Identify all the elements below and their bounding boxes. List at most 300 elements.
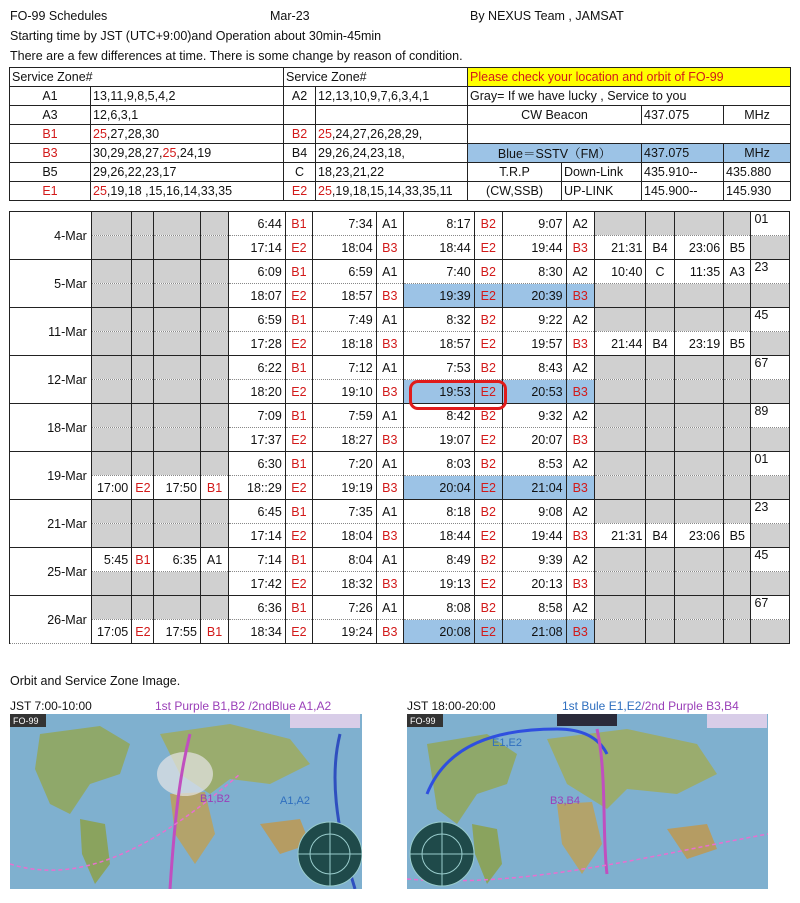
time-cell: 20:04 [403,476,474,500]
time-cell: 9:22 [502,308,566,332]
zone-cell [646,212,674,236]
schedule-date: 25-Mar [10,548,92,596]
zone-cell: B3 [566,284,594,308]
zone-cell: B1 [285,212,312,236]
zone-cell: B3 [566,572,594,596]
zone-cell: E2 [285,620,312,644]
zone-cell: E2 [474,476,502,500]
zone-cell [200,596,228,620]
zone-cell [724,548,751,572]
zone-cell [724,620,751,644]
time-cell: 7:14 [229,548,286,572]
zone-id: E1 [10,182,91,201]
zone-list: 29,26,24,23,18, [316,144,468,163]
zone-cell: B3 [376,572,403,596]
zone-cell: A2 [566,548,594,572]
zone-cell: A2 [566,356,594,380]
sstv-freq: 437.075 [642,144,724,163]
zone-cell: B4 [646,524,674,548]
time-cell [594,596,646,620]
cw-beacon-label: CW Beacon [468,106,642,125]
time-cell [91,236,131,260]
sstv-label: Blue＝SSTV（FM） [468,144,642,163]
time-cell [154,452,200,476]
downlink-label: Down-Link [562,163,642,182]
zone-cell: A1 [376,452,403,476]
zone-cell: A1 [376,260,403,284]
zone-cell: E2 [285,476,312,500]
zone-cell [200,260,228,284]
time-cell [91,332,131,356]
zone-cell [200,284,228,308]
time-cell [674,212,724,236]
zone-cell [200,380,228,404]
zone-cell: E2 [474,332,502,356]
schedule-row [10,380,790,404]
downlink-start: 435.910-- [642,163,724,182]
time-cell: 8:42 [403,404,474,428]
note-cell: 67 [751,356,790,380]
time-cell [154,596,200,620]
zone-cell: B2 [474,260,502,284]
zone-cell: B5 [724,332,751,356]
time-cell: 20:53 [502,380,566,404]
time-cell [154,332,200,356]
zone-cell [646,572,674,596]
schedule-row [10,596,790,620]
note-cell: 01 [751,212,790,236]
note-cell: 01 [751,452,790,476]
zone-cell: E2 [474,620,502,644]
schedule-team: By NEXUS Team , JAMSAT [470,9,624,23]
time-cell: 20:39 [502,284,566,308]
mode-label: (CW,SSB) [468,182,562,201]
zone-cell: B5 [724,524,751,548]
zone-list: 25,24,27,26,28,29, [316,125,468,144]
schedule-row [10,308,790,332]
time-cell [91,404,131,428]
cw-beacon-freq: 437.075 [642,106,724,125]
time-cell: 21:08 [502,620,566,644]
time-cell: 20:07 [502,428,566,452]
time-cell [91,284,131,308]
zone-cell: B4 [646,236,674,260]
time-cell: 17:28 [229,332,286,356]
zone-list-empty [316,106,468,125]
time-cell: 8:03 [403,452,474,476]
time-cell: 17:42 [229,572,286,596]
time-cell: 8:17 [403,212,474,236]
zone-cell: B1 [285,548,312,572]
schedule-date: 26-Mar [10,596,92,644]
note-cell: 23 [751,500,790,524]
zone-id: B1 [10,125,91,144]
zone-cell: A1 [376,356,403,380]
schedule-row [10,332,790,356]
note-cell [751,236,790,260]
time-cell: 21:31 [594,524,646,548]
time-cell: 17:14 [229,524,286,548]
zone-cell: E2 [285,428,312,452]
time-cell [91,524,131,548]
zone-cell [200,452,228,476]
zone-cell: E2 [132,476,154,500]
zone-cell [132,572,154,596]
zone-label-purple: B3,B4 [550,795,580,807]
time-cell [91,356,131,380]
orbit-map-evening [407,699,768,889]
zone-id: E2 [284,182,316,201]
zone-list: 30,29,28,27,25,24,19 [91,144,284,163]
zone-cell: B1 [285,500,312,524]
time-cell: 8:30 [502,260,566,284]
zone-cell: A1 [376,596,403,620]
time-cell: 17:50 [154,476,200,500]
time-cell: 19:07 [403,428,474,452]
time-cell: 8:49 [403,548,474,572]
zone-cell: B3 [566,428,594,452]
time-cell [154,236,200,260]
time-cell [91,212,131,236]
schedule-row [10,404,790,428]
time-cell [674,356,724,380]
time-cell [154,428,200,452]
zone-cell: B1 [285,260,312,284]
time-cell: 9:39 [502,548,566,572]
time-cell [154,524,200,548]
zone-cell [724,308,751,332]
world-map [10,714,362,889]
zone-cell [200,332,228,356]
zone-cell: B1 [285,596,312,620]
time-cell [594,476,646,500]
time-cell: 7:09 [229,404,286,428]
time-cell: 23:06 [674,236,724,260]
zone-cell: C [646,260,674,284]
uplink-end: 145.930 [724,182,791,201]
time-cell: 18:32 [313,572,377,596]
time-cell: 19:39 [403,284,474,308]
time-cell: 18:44 [403,236,474,260]
zone-cell: E2 [285,524,312,548]
time-cell: 20:08 [403,620,474,644]
zone-cell: E2 [474,236,502,260]
time-cell [674,572,724,596]
zone-cell: A1 [376,212,403,236]
zone-row [10,106,791,125]
time-cell: 18::29 [229,476,286,500]
time-cell: 8:58 [502,596,566,620]
time-cell [674,620,724,644]
zone-row [10,182,791,201]
zone-cell [646,380,674,404]
schedule-row [10,548,790,572]
zone-cell: A2 [566,404,594,428]
zone-cell [200,428,228,452]
zone-cell: E2 [132,620,154,644]
zone-cell: A2 [566,452,594,476]
time-cell [594,428,646,452]
location-notice: Please check your location and orbit of FO-99 [468,68,791,87]
zone-cell: B3 [566,236,594,260]
time-cell: 9:08 [502,500,566,524]
time-cell: 20:13 [502,572,566,596]
note-cell [751,524,790,548]
time-cell: 21:44 [594,332,646,356]
time-cell: 18:04 [313,236,377,260]
zone-cell: E2 [285,236,312,260]
zone-cell [724,404,751,428]
time-cell: 5:45 [91,548,131,572]
header-line-1 [10,6,790,26]
zone-cell: A1 [376,308,403,332]
zone-cell: B2 [474,404,502,428]
zone-cell: B2 [474,212,502,236]
time-cell: 6:59 [313,260,377,284]
uplink-label: UP-LINK [562,182,642,201]
time-cell: 8:43 [502,356,566,380]
zone-cell [132,524,154,548]
zone-cell: B3 [376,524,403,548]
time-cell: 7:59 [313,404,377,428]
time-cell: 19:57 [502,332,566,356]
zone-cell: E2 [474,428,502,452]
zone-label-purple: B1,B2 [200,793,230,805]
time-cell: 8:32 [403,308,474,332]
time-cell: 17:14 [229,236,286,260]
zone-cell: B1 [285,356,312,380]
time-cell [594,212,646,236]
zone-cell [200,308,228,332]
zone-cell [200,236,228,260]
zone-list: 25,19,18,15,14,33,35,11 [316,182,468,201]
zone-header-mid: Service Zone# [284,68,468,87]
zone-cell [646,476,674,500]
time-cell: 8:53 [502,452,566,476]
zone-cell [200,404,228,428]
time-cell: 7:20 [313,452,377,476]
time-cell: 19:44 [502,524,566,548]
time-cell [594,284,646,308]
time-cell: 7:34 [313,212,377,236]
zone-cell [646,500,674,524]
zone-row [10,144,791,163]
time-cell [594,572,646,596]
daily-schedule-table [9,211,790,644]
schedule-title: FO-99 Schedules [10,9,108,23]
time-cell [674,596,724,620]
time-cell [154,356,200,380]
time-cell [91,500,131,524]
zone-cell [724,356,751,380]
time-cell [91,572,131,596]
zone-cell: A1 [200,548,228,572]
zone-cell: A2 [566,596,594,620]
note-cell [751,284,790,308]
time-cell: 8:18 [403,500,474,524]
time-cell [91,260,131,284]
zone-cell: B3 [566,476,594,500]
zone-cell [132,284,154,308]
time-cell [674,404,724,428]
time-cell: 17:55 [154,620,200,644]
zone-cell: E2 [285,572,312,596]
time-cell [154,308,200,332]
note-cell [751,380,790,404]
time-cell: 11:35 [674,260,724,284]
zone-cell: E2 [285,380,312,404]
zone-cell [646,404,674,428]
map-tag: FO-99 [13,716,39,726]
zone-cell: B3 [566,620,594,644]
zone-cell [132,380,154,404]
note-cell [751,476,790,500]
time-cell: 8:04 [313,548,377,572]
zone-cell [724,572,751,596]
note-cell: 67 [751,596,790,620]
map-time-label: JST 7:00-10:00 [10,699,92,713]
time-cell: 10:40 [594,260,646,284]
zone-cell: B2 [474,308,502,332]
zone-table [9,67,791,201]
world-map [407,714,768,889]
time-cell: 19:24 [313,620,377,644]
zone-cell: B3 [376,620,403,644]
highlight-circle [409,380,507,410]
schedule-row [10,212,790,236]
time-cell [594,500,646,524]
note-cell: 45 [751,548,790,572]
zone-cell [724,500,751,524]
time-cell [154,212,200,236]
sstv-unit: MHz [724,144,791,163]
time-cell [674,428,724,452]
zone-cell: B1 [200,620,228,644]
schedule-row [10,452,790,476]
zone-id: B2 [284,125,316,144]
time-cell: 17:37 [229,428,286,452]
zone-cell [132,308,154,332]
zone-cell: B2 [474,356,502,380]
schedule-row [10,476,790,500]
time-cell: 7:49 [313,308,377,332]
schedule-date: 12-Mar [10,356,92,404]
zone-header-left: Service Zone# [10,68,284,87]
downlink-end: 435.880 [724,163,791,182]
schedule-row [10,260,790,284]
zone-list: 18,23,21,22 [316,163,468,182]
time-cell: 17:00 [91,476,131,500]
time-cell: 8:08 [403,596,474,620]
zone-id-empty [284,106,316,125]
zone-cell: A2 [566,260,594,284]
zone-cell [132,404,154,428]
zone-row [10,163,791,182]
zone-cell: B3 [566,332,594,356]
zone-cell: B1 [285,452,312,476]
zone-id: B4 [284,144,316,163]
time-cell [91,380,131,404]
zone-cell: A3 [724,260,751,284]
time-cell: 17:05 [91,620,131,644]
zone-cell: E2 [285,332,312,356]
schedule-date: 5-Mar [10,260,92,308]
time-cell: 18:20 [229,380,286,404]
schedule-date: 4-Mar [10,212,92,260]
time-cell [674,284,724,308]
schedule-month: Mar-23 [270,9,310,23]
zone-cell [200,212,228,236]
zone-cell [200,572,228,596]
zone-cell [132,596,154,620]
zone-cell: A2 [566,500,594,524]
time-cell [154,380,200,404]
time-cell [91,428,131,452]
schedule-date: 21-Mar [10,500,92,548]
zone-cell [132,236,154,260]
zone-cell: B3 [376,236,403,260]
zone-cell: B1 [285,404,312,428]
time-cell: 19:10 [313,380,377,404]
zone-cell: B5 [724,236,751,260]
zone-id: A1 [10,87,91,106]
zone-list: 13,11,9,8,5,4,2 [91,87,284,106]
time-cell [674,452,724,476]
zone-cell: A2 [566,212,594,236]
time-cell: 18:04 [313,524,377,548]
note-cell [751,428,790,452]
zone-cell [646,428,674,452]
time-cell: 6:30 [229,452,286,476]
time-cell [594,356,646,380]
zone-cell [646,548,674,572]
zone-cell [724,476,751,500]
zone-cell [200,500,228,524]
zone-cell: E2 [474,524,502,548]
orbit-map-morning [10,699,362,889]
time-cell: 18:57 [403,332,474,356]
schedule-row [10,356,790,380]
note-cell: 89 [751,404,790,428]
header-line-3: There are a few differences at time. There is some change by reason of condition. [10,49,463,63]
zone-cell: B3 [566,524,594,548]
zone-cell [646,620,674,644]
zone-cell: A1 [376,500,403,524]
zone-cell: B2 [474,452,502,476]
zone-cell [200,524,228,548]
time-cell: 9:32 [502,404,566,428]
time-cell [594,308,646,332]
time-cell [154,260,200,284]
zone-row [10,125,791,144]
zone-cell [200,356,228,380]
time-cell: 6:44 [229,212,286,236]
time-cell: 6:09 [229,260,286,284]
zone-id: B5 [10,163,91,182]
time-cell: 21:31 [594,236,646,260]
zone-cell [646,356,674,380]
time-cell: 18:34 [229,620,286,644]
zone-cell [132,260,154,284]
zone-cell: B3 [376,380,403,404]
zone-cell [132,452,154,476]
zone-cell: A2 [566,308,594,332]
zone-label-blue: E1,E2 [492,737,522,749]
zone-cell: B2 [474,500,502,524]
world-map-image [10,714,362,889]
time-cell: 19:19 [313,476,377,500]
time-cell: 7:26 [313,596,377,620]
